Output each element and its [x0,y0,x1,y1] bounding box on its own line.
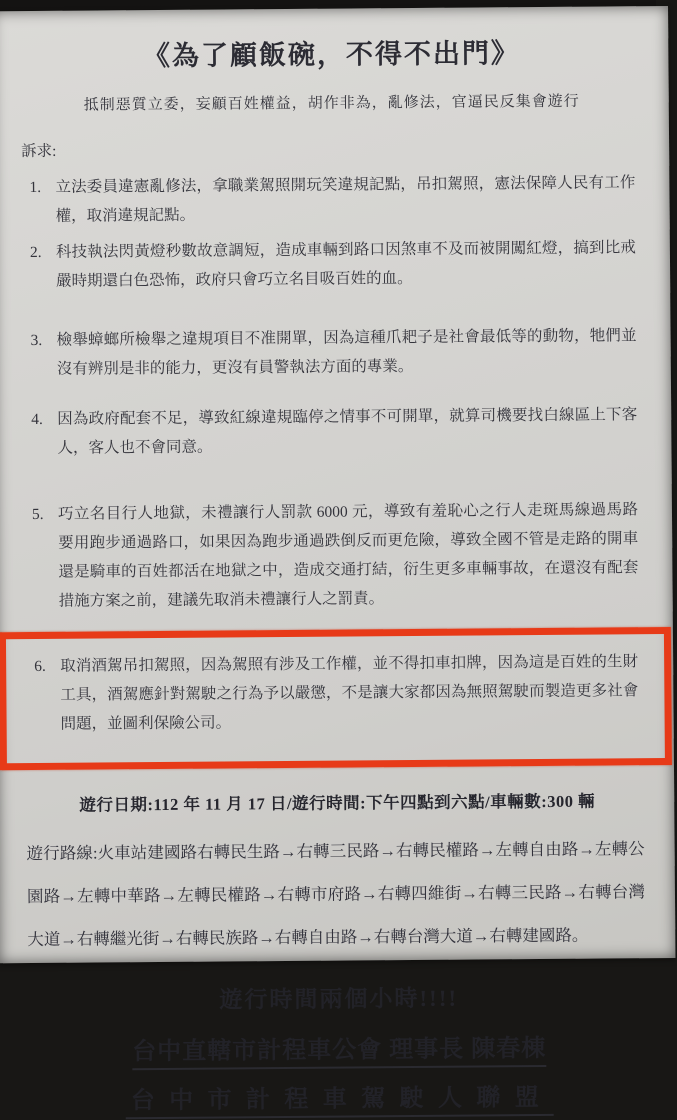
demand-number: 5. [31,505,44,524]
demand-number: 4. [31,410,43,429]
demands-label: 訴求: [21,142,57,161]
demand-text: 科技執法閃黃燈秒數故意調短，造成車輛到路口因煞車不及而被開闖紅燈，搞到比戒嚴時期還白色恐怖，政府只會巧立名目吸百姓的血。 [55,239,636,290]
demand-text: 立法委員違憲亂修法，拿職業駕照開玩笑違規記點，吊扣駕照，憲法保障人民有工作權，取消違規記點。 [55,174,636,225]
demand-text: 因為政府配套不足，導致紅線違規臨停之情事不可開單，就算司機要找白線區上下客人，客人也不會同意。 [57,406,638,457]
paper-sheet [0,6,675,1115]
organization-signature-text: 台中直轄市計程車公會 理事長 陳春棟 [132,1028,546,1070]
alliance-signature-text: 台中市計程車駕駛人聯盟 [126,1077,553,1119]
demand-item-3 [30,321,636,384]
demand-text: 巧立名目行人地獄，未禮讓行人罰款 6000 元，導致有羞恥心之行人走斑馬線過馬路要用跑步通過路口，如果因為跑步通過跌倒反而更危險，導致全國不管是走路的開車還是騎車的百姓都活在地獄之中，造成交通打結，衍生更多車輛事故，在還沒有配套措施方案之前，建議先取消未禮讓行人之罰責。 [57,501,639,610]
demand-item-4 [31,400,637,463]
doc-subtitle: 抵制惡質立委，妄顧百姓權益，胡作非為，亂修法，官逼民反集會遊行 [83,93,580,114]
doc-title: 《為了顧飯碗，不得不出門》 [142,38,520,72]
route-line: 遊行路線:火車站建國路右轉民生路→右轉三民路→右轉民權路→左轉自由路→左轉公園路→左轉中華路→左轉民權路→右轉市府路→右轉四維街→右轉三民路→右轉台灣大道→右轉繼光街→右轉民族路→右轉自由路→右轉台灣大道→右轉建國路。 [26,839,646,950]
alliance-signature [36,1076,642,1120]
highlight-box [0,627,672,770]
demand-item-1 [29,168,635,231]
demand-text: 取消酒駕吊扣駕照，因為駕照有涉及工作權，並不得扣車扣牌，因為這是百姓的生財工具，酒駕應針對駕駛之行為予以嚴懲，不是讓大家都因為無照駕駛而製造更多社會問題，並圖利保險公司。 [60,653,639,733]
schedule-line: 遊行日期:112 年 11 月 17 日/遊行時間:下午四點到六點/車輛數:300 輛 [79,791,596,815]
demand-number: 6. [34,657,46,675]
demand-item-2 [30,233,636,296]
organization-signature [36,1027,642,1071]
demand-number: 2. [29,243,42,262]
demand-text: 檢舉蟑螂所檢舉之違規項目不准開單，因為這種爪耙子是社會最低等的動物，牠們並沒有辨別是非的能力，更沒有員警執法方面的專業。 [56,327,637,378]
demand-number: 3. [30,331,43,350]
demand-number: 1. [29,178,42,197]
duration-line: 遊行時間兩個小時!!!! [219,985,459,1013]
demand-item-5 [32,495,639,616]
demand-item-6 [34,647,639,739]
